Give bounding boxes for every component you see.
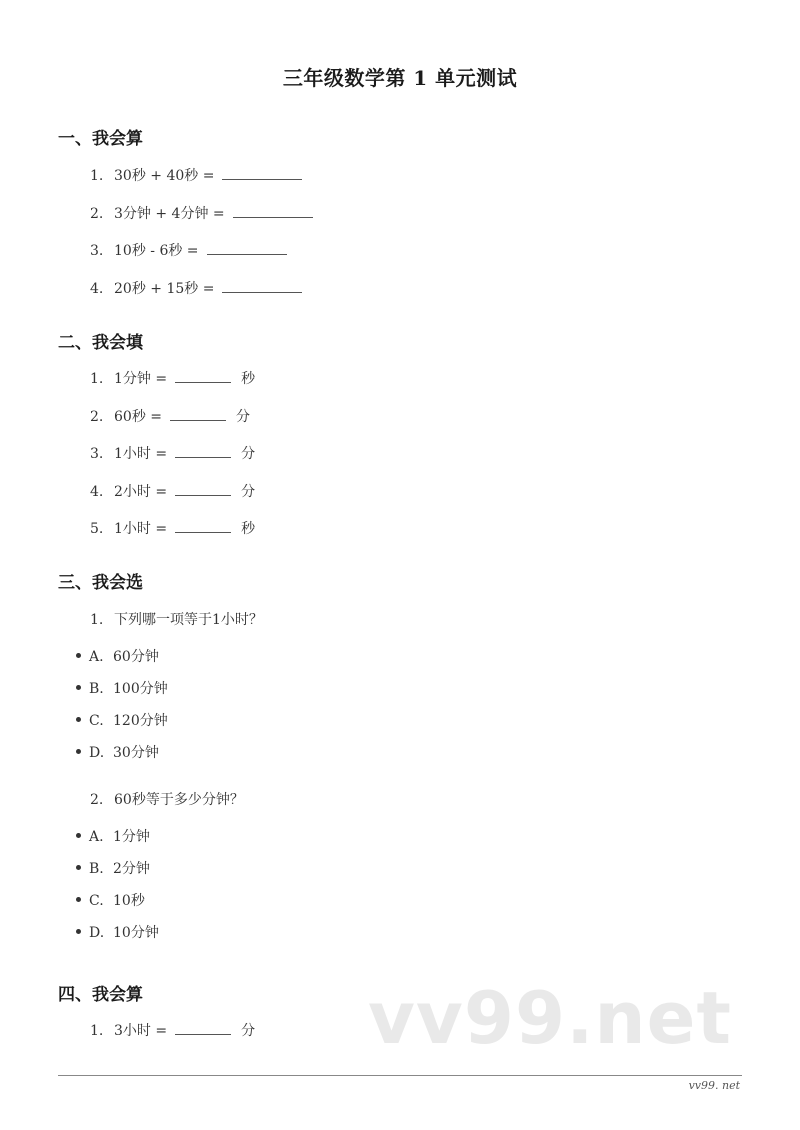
- option-letter: D.: [89, 925, 105, 941]
- bullet-icon: [76, 897, 81, 902]
- answer-blank[interactable]: [222, 278, 302, 293]
- bullet-icon: [76, 833, 81, 838]
- choice-option[interactable]: [76, 742, 159, 762]
- question-number: 5.: [90, 521, 104, 537]
- question-number: 2.: [90, 409, 104, 425]
- answer-blank[interactable]: [175, 368, 231, 383]
- answer-blank[interactable]: [175, 443, 231, 458]
- unit-label: 分: [241, 1023, 256, 1039]
- answer-blank[interactable]: [222, 165, 302, 180]
- question-text: 30秒 + 40秒 =: [114, 168, 215, 184]
- question-line: [90, 165, 302, 185]
- choice-option[interactable]: [76, 826, 150, 846]
- unit-label: 分: [236, 409, 250, 425]
- answer-blank[interactable]: [175, 518, 231, 533]
- question-number: 3.: [90, 446, 104, 462]
- answer-blank[interactable]: [175, 1020, 231, 1035]
- unit-label: 秒: [241, 521, 256, 537]
- option-text: 120分钟: [113, 713, 168, 729]
- option-letter: B.: [89, 681, 104, 697]
- bullet-icon: [76, 717, 81, 722]
- question-line: [90, 481, 255, 501]
- choice-option[interactable]: [76, 890, 145, 910]
- question-number: 1.: [90, 1023, 104, 1039]
- page-title: 三年级数学第 1 单元测试: [282, 66, 518, 90]
- option-text: 100分钟: [113, 681, 168, 697]
- option-letter: B.: [89, 861, 104, 877]
- bullet-icon: [76, 929, 81, 934]
- choice-option[interactable]: [76, 678, 168, 698]
- option-letter: C.: [89, 713, 104, 729]
- question-text: 60秒 =: [114, 409, 162, 425]
- question-text: 1小时 =: [114, 521, 168, 537]
- option-letter: A.: [89, 649, 104, 665]
- unit-label: 秒: [241, 371, 256, 387]
- question-text: 1小时 =: [114, 446, 168, 462]
- question-line: [90, 278, 302, 298]
- bullet-icon: [76, 749, 81, 754]
- question-number: 1.: [90, 168, 104, 184]
- bullet-icon: [76, 653, 81, 658]
- unit-label: 分: [241, 484, 256, 500]
- watermark: vv99.net: [368, 976, 732, 1060]
- footer-site-text: vv99. net: [688, 1079, 740, 1092]
- question-text: 2小时 =: [114, 484, 168, 500]
- answer-blank[interactable]: [170, 406, 226, 421]
- question-text: 10秒 - 6秒 =: [114, 243, 199, 259]
- question-text: 3分钟 + 4分钟 =: [114, 206, 225, 222]
- question-line: [90, 240, 287, 260]
- option-letter: C.: [89, 893, 104, 909]
- question-line: [90, 443, 255, 463]
- answer-blank[interactable]: [207, 240, 287, 255]
- question-number: 4.: [90, 484, 104, 500]
- option-text: 10分钟: [113, 925, 159, 941]
- section-heading-4: 四、我会算: [58, 985, 143, 1005]
- option-text: 10秒: [113, 893, 145, 909]
- section-heading-3: 三、我会选: [58, 573, 143, 593]
- option-letter: D.: [89, 745, 105, 761]
- option-text: 30分钟: [113, 745, 159, 761]
- question-text: 20秒 + 15秒 =: [114, 281, 215, 297]
- question-text: 3小时 =: [114, 1023, 168, 1039]
- option-text: 1分钟: [113, 829, 150, 845]
- question-line: [90, 518, 255, 538]
- question-line: [90, 1020, 255, 1040]
- question-text: 1分钟 =: [114, 371, 168, 387]
- option-text: 60分钟: [113, 649, 159, 665]
- question-number: 4.: [90, 281, 104, 297]
- footer-divider: [58, 1075, 742, 1076]
- question-text: 下列哪一项等于1小时？: [114, 612, 263, 628]
- question-line: [90, 368, 255, 388]
- option-letter: A.: [89, 829, 104, 845]
- question-line: [90, 406, 250, 426]
- option-text: 2分钟: [113, 861, 150, 877]
- question-line: [90, 609, 263, 629]
- question-line: [90, 203, 313, 223]
- question-number: 1.: [90, 612, 104, 628]
- section-heading-2: 二、我会填: [58, 333, 143, 353]
- bullet-icon: [76, 865, 81, 870]
- answer-blank[interactable]: [233, 203, 313, 218]
- section-heading-1: 一、我会算: [58, 129, 143, 149]
- answer-blank[interactable]: [175, 481, 231, 496]
- choice-option[interactable]: [76, 922, 159, 942]
- choice-option[interactable]: [76, 858, 150, 878]
- bullet-icon: [76, 685, 81, 690]
- question-number: 2.: [90, 792, 104, 808]
- choice-option[interactable]: [76, 710, 168, 730]
- question-number: 2.: [90, 206, 104, 222]
- question-line: [90, 789, 244, 809]
- question-number: 3.: [90, 243, 104, 259]
- choice-option[interactable]: [76, 646, 159, 666]
- question-number: 1.: [90, 371, 104, 387]
- unit-label: 分: [241, 446, 256, 462]
- question-text: 60秒等于多少分钟？: [114, 792, 244, 808]
